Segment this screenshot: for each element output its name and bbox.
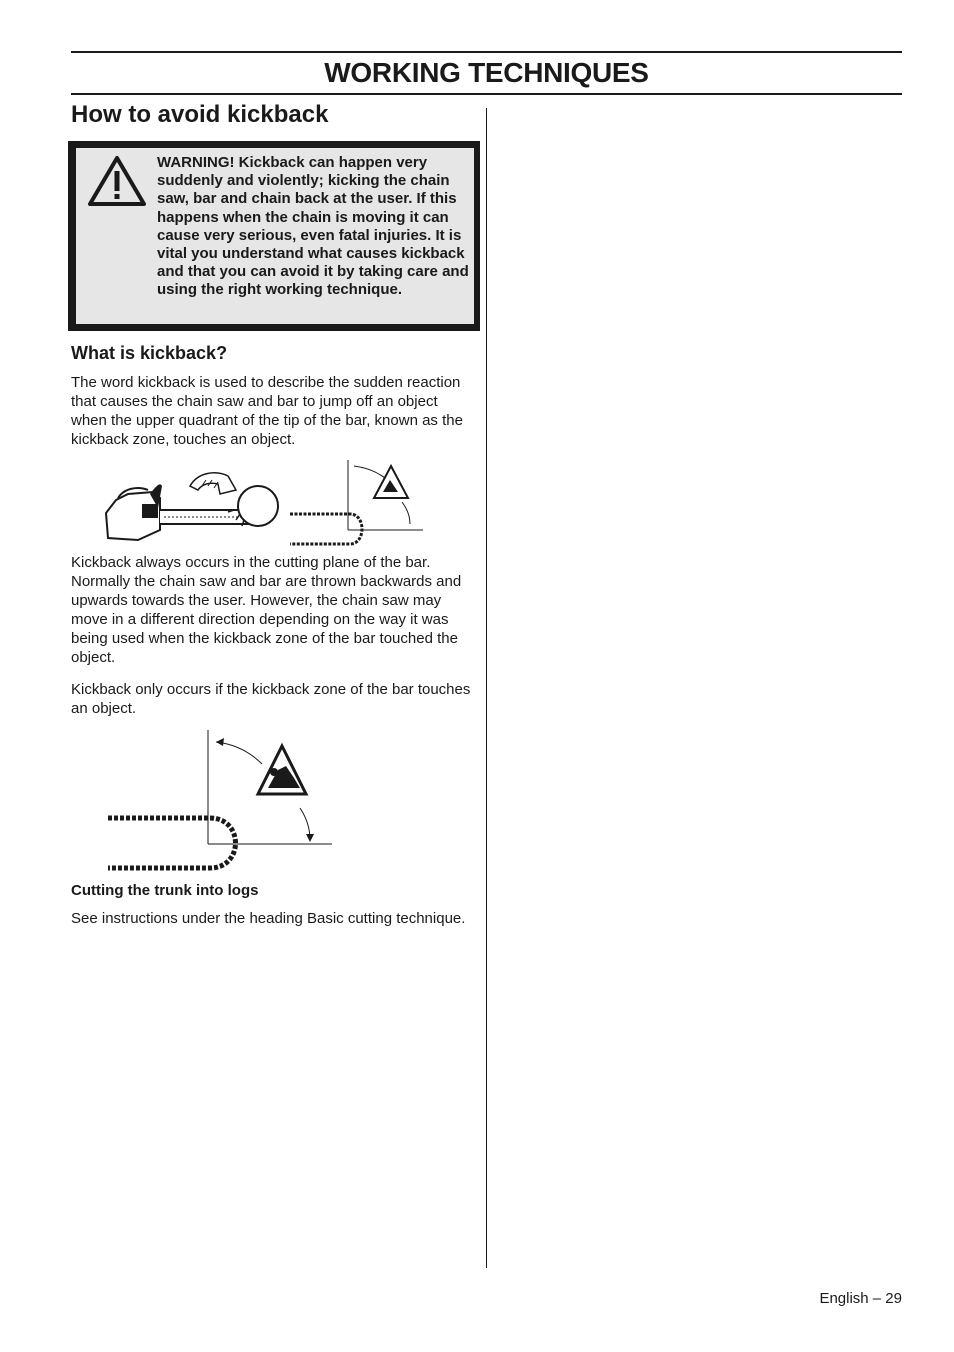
kickback-heading: What is kickback? <box>71 343 228 363</box>
header-top-rule <box>71 51 902 53</box>
page-footer: English – 29 <box>819 1290 902 1307</box>
warning-triangle-icon <box>87 155 147 207</box>
logs-heading: Cutting the trunk into logs <box>71 882 259 899</box>
kickback-paragraph-2: Kickback always occurs in the cutting plane of the bar. Normally the chain saw and bar are thrown backwards and upwards towards the user. However, the chain saw may move in a different direction depending on the way it was being used when the kickback zone of the bar touched the object. <box>71 554 462 666</box>
page-header-title: WORKING TECHNIQUES <box>324 57 649 88</box>
logs-paragraph: See instructions under the heading Basic cutting technique. <box>71 910 466 927</box>
kickback-paragraph-3: Kickback only occurs if the kickback zone of the bar touches an object. <box>71 681 471 717</box>
header-bottom-rule <box>71 93 902 95</box>
column-divider <box>486 108 487 1268</box>
kickback-zone-diagram <box>106 728 334 876</box>
kickback-paragraph-1: The word kickback is used to describe the sudden reaction that causes the chain saw and bar to jump off an object when the upper quadrant of the tip of the bar, known as the kickback zone, touches an object. <box>71 374 463 448</box>
warning-box-inner <box>76 148 474 324</box>
warning-text: WARNING! Kickback can happen very suddenly and violently; kicking the chain saw, bar and chain back at the user. If this happens when the chain is moving it can cause very serious, even fatal injuries. It is vital you understand what causes kickback and that you can avoid it by taking care and using the right working technique. <box>157 154 469 299</box>
section-title: How to avoid kickback <box>71 101 329 128</box>
chainsaw-kickback-illustration <box>98 458 428 553</box>
warning-box <box>68 141 480 331</box>
